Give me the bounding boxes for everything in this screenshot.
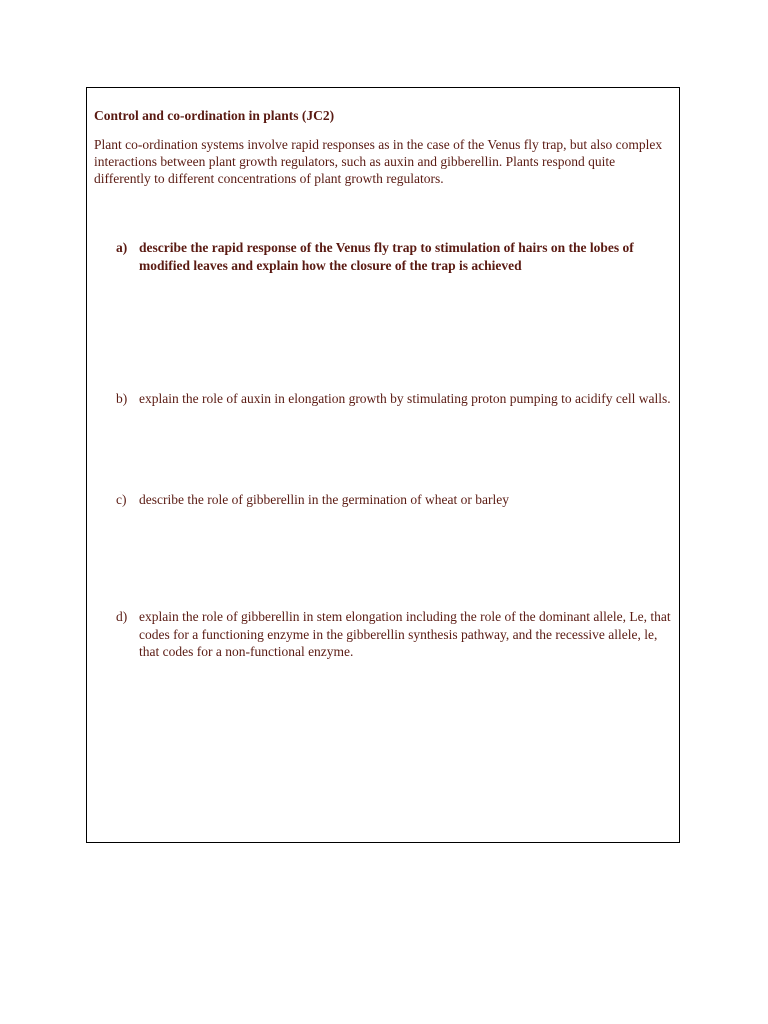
worksheet-box — [86, 87, 680, 843]
question-marker: c) — [116, 492, 127, 507]
question-text: describe the rapid response of the Venus fly trap to stimulation of hairs on the lobes of modified leaves and explain how the closure of the trap is achieved — [139, 240, 634, 273]
question-d — [116, 608, 676, 661]
question-marker: d) — [116, 609, 128, 624]
question-marker: a) — [116, 240, 128, 255]
question-a — [116, 239, 676, 274]
question-marker: b) — [116, 391, 128, 406]
worksheet-title: Control and co-ordination in plants (JC2) — [94, 108, 335, 123]
question-b — [116, 390, 676, 408]
question-text: describe the role of gibberellin in the germination of wheat or barley — [139, 492, 509, 507]
question-text: explain the role of gibberellin in stem elongation including the role of the dominant allele, Le, that codes for a functioning enzyme in the gibberellin synthesis pathway, and the recessive allele, le, that codes for a non-functional enzyme. — [139, 609, 671, 659]
question-c — [116, 491, 676, 509]
intro-paragraph: Plant co-ordination systems involve rapid responses as in the case of the Venus fly trap, but also complex interactions between plant growth regulators, such as auxin and gibberellin. Plants respond quite differently to different concentrations of plant growth regulators. — [94, 137, 663, 186]
question-text: explain the role of auxin in elongation growth by stimulating proton pumping to acidify cell walls. — [139, 391, 671, 406]
